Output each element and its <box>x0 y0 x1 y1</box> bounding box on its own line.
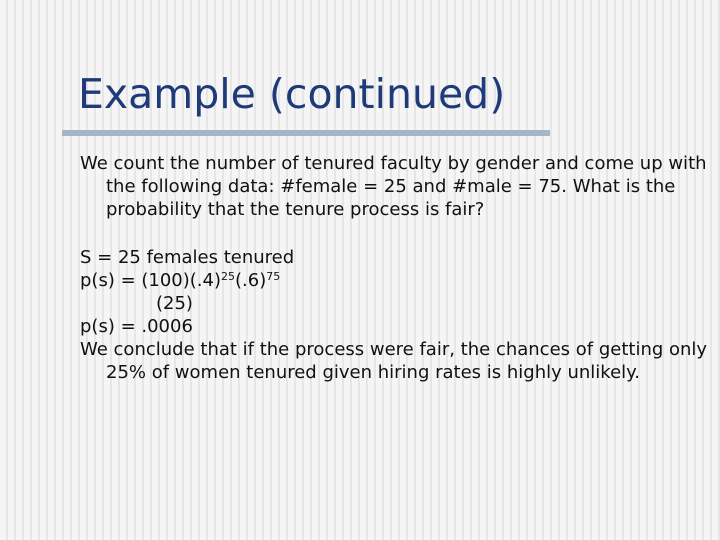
title-block <box>62 64 550 136</box>
formula-exponent-2: 75 <box>266 270 281 283</box>
intro-paragraph: We count the number of tenured faculty by gender and come up with the following data: #female = 25 and #male = 75. What is the probability that the tenure process is fair? <box>80 153 707 220</box>
slide-body <box>80 152 710 384</box>
formula-exponent-1: 25 <box>221 270 235 283</box>
conclusion-paragraph: We conclude that if the process were fair, the chances of getting only 25% of women tenured given hiring rates is highly unlikely. <box>80 339 708 383</box>
s-definition: S = 25 females tenured <box>80 247 295 268</box>
title-underline <box>62 130 550 136</box>
formula-denominator: (25) <box>156 293 193 314</box>
slide-title: Example (continued) <box>78 70 506 118</box>
formula-lhs: p(s) = (100)(.4) <box>80 270 221 291</box>
formula-mid: (.6) <box>235 270 267 291</box>
probability-result: p(s) = .0006 <box>80 316 193 337</box>
probability-formula <box>80 269 710 292</box>
